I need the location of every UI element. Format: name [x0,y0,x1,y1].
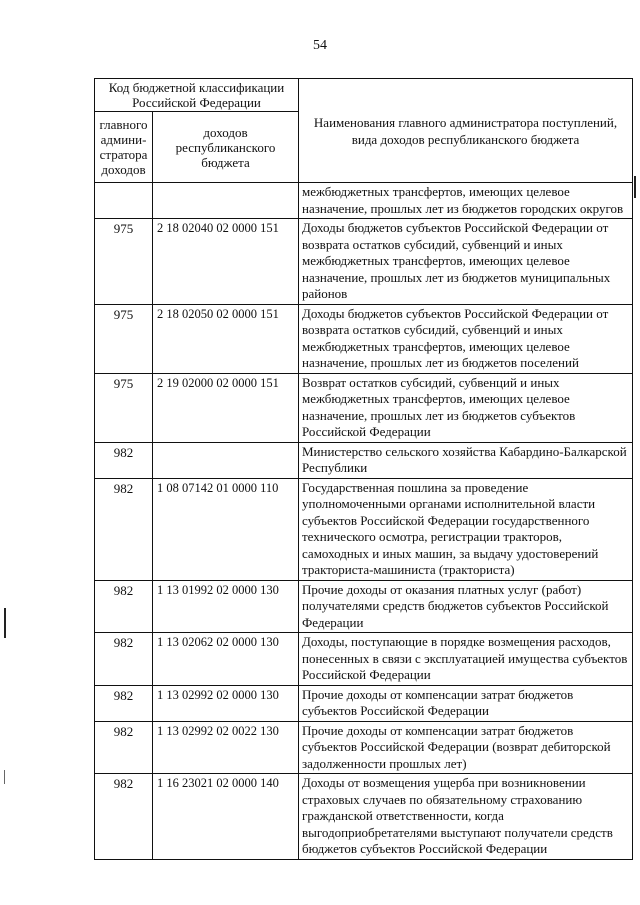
budget-code-cell: 1 13 02992 02 0022 130 [153,721,299,774]
budget-code-cell: 1 13 01992 02 0000 130 [153,580,299,633]
admin-code-cell: 975 [95,219,153,305]
admin-code-cell: 982 [95,580,153,633]
table-row [95,219,633,305]
income-name-cell: Доходы, поступающие в порядке возмещения расходов, понесенных в связи с эксплуатацией имущества субъектов Российской Федерации [299,633,633,686]
scan-margin-mark [4,770,5,784]
header-income-code: доходов республиканского бюджета [153,112,299,183]
budget-code-cell: 1 13 02992 02 0000 130 [153,685,299,721]
admin-code-cell: 975 [95,373,153,442]
budget-code-cell: 2 18 02050 02 0000 151 [153,304,299,373]
budget-code-cell: 1 16 23021 02 0000 140 [153,774,299,860]
admin-code-cell: 982 [95,478,153,580]
table-row [95,685,633,721]
header-main-administrator: главного админи-стратора доходов [95,112,153,183]
admin-code-cell: 975 [95,304,153,373]
table-row [95,478,633,580]
budget-code-cell: 1 08 07142 01 0000 110 [153,478,299,580]
income-name-cell: Министерство сельского хозяйства Кабардино-Балкарской Республики [299,442,633,478]
income-name-cell: Прочие доходы от оказания платных услуг (работ) получателями средств бюджетов субъектов Российской Федерации [299,580,633,633]
admin-code-cell [95,183,153,219]
budget-code-cell [153,183,299,219]
income-name-cell: Доходы от возмещения ущерба при возникновении страховых случаев по обязательному страхованию гражданской ответственности, когда выгодоприобретателями выступают получатели средств бюджетов субъектов Российской Федерации [299,774,633,860]
table-row [95,373,633,442]
income-name-cell: Прочие доходы от компенсации затрат бюджетов субъектов Российской Федерации [299,685,633,721]
admin-code-cell: 982 [95,721,153,774]
table-row [95,580,633,633]
header-classification-code: Код бюджетной классификации Российской Федерации [95,79,299,112]
table-row [95,304,633,373]
admin-code-cell: 982 [95,633,153,686]
admin-code-cell: 982 [95,774,153,860]
income-name-cell: Прочие доходы от компенсации затрат бюджетов субъектов Российской Федерации (возврат дебиторской задолженности прошлых лет) [299,721,633,774]
table-row [95,721,633,774]
table-row [95,774,633,860]
budget-classification-table [94,78,633,860]
budget-code-cell: 1 13 02062 02 0000 130 [153,633,299,686]
income-name-cell: Доходы бюджетов субъектов Российской Федерации от возврата остатков субсидий, субвенций и иных межбюджетных трансфертов, имеющих целевое назначение, прошлых лет из бюджетов муниципальных районов [299,219,633,305]
budget-code-cell: 2 19 02000 02 0000 151 [153,373,299,442]
income-name-cell: Возврат остатков субсидий, субвенций и иных межбюджетных трансфертов, имеющих целевое назначение, прошлых лет из бюджетов субъектов Российской Федерации [299,373,633,442]
scan-margin-mark [4,608,6,638]
table-row [95,442,633,478]
income-name-cell: межбюджетных трансфертов, имеющих целевое назначение, прошлых лет из бюджетов городских округов [299,183,633,219]
page-number: 54 [313,38,327,53]
header-administrator-name: Наименования главного администратора поступлений, вида доходов республиканского бюджета [299,79,633,183]
scan-margin-mark [634,176,636,198]
admin-code-cell: 982 [95,442,153,478]
table-row [95,183,633,219]
table-body [95,183,633,860]
income-name-cell: Государственная пошлина за проведение уполномоченными органами исполнительной власти субъектов Российской Федерации государственного технического осмотра, регистрации тракторов, самоходных и иных машин, за выдачу удостоверений тракториста-машиниста (тракториста) [299,478,633,580]
income-name-cell: Доходы бюджетов субъектов Российской Федерации от возврата остатков субсидий, субвенций и иных межбюджетных трансфертов, имеющих целевое назначение, прошлых лет из бюджетов поселений [299,304,633,373]
budget-code-cell [153,442,299,478]
budget-code-cell: 2 18 02040 02 0000 151 [153,219,299,305]
table-row [95,633,633,686]
admin-code-cell: 982 [95,685,153,721]
